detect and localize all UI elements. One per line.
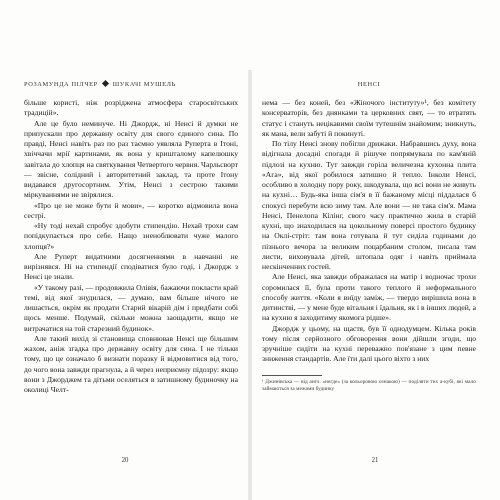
right-page-body [262, 98, 476, 365]
footnote: ¹ Джинівська — від англ. «негде» (за кольоровою ознакою) — поділяти тих а-кубі, які мало займаються за межами будинку [262, 378, 476, 392]
paragraph: Але Руперт видатними досягненнями в навчанні не вирізнявся. Ні на стипендії сподіватися було годі, і Джордж з Ненсі це знали. [24, 251, 238, 282]
right-page [250, 78, 500, 500]
left-page [0, 78, 250, 500]
paragraph: «Про це не може бути й мови», — коротко відмовила вона сестрі. [24, 200, 238, 220]
paragraph: нема — без коней, без «Жіночого інституту»¹, без комітету консерваторів, без днянками та церковних свят, — то втратять статус і стануть нецікавими своїм тутешнім знайомим; зникнуть, як мана, вели забуті й покинуті. [262, 98, 476, 138]
running-head-author: РОЗАМУНДА ПІЛЧЕР [24, 81, 98, 88]
paragraph: Але Ненсі, яка завжди ображалася на матір і водночас трохи соромилася її, була проти такого теплого й неформального способу життя. «Коли я виїду заміж, — твердо вирішила вона в дитинстві, — у мене буде вітальня і їдальня, як і в інших людей, а на кухню я заходитиму якомога рідше». [262, 272, 476, 323]
paragraph: більше користі, ніж розріджена атмосфера старосвітських традицій». [24, 98, 238, 118]
paragraph: По тілу Ненсі знову побігли дрижаки. Набравшись духу, вона відігнала досадні спогади й рішуче попрямувала по кам'яній підлозі на кухню. Тут завжди горіла величезна кухонна плита «Ага», від якої робилося затишно й тепло. Інколи Ненсі, особливо в холодну пору року, шкодувала, що всі вони не живуть на кухні… Будь-яка інша сім'я в її бажаному місці піддалася б спокусі перебути всю зиму там. Але вони — не така сім'я. Мама Ненсі, Пенелопа Кілінг, свого часу практично жила в старій кухні, що знаходилася на цокольному поверсі простого будинку на Оклі-стріт: там вона готувала й тут сиділа годинами до пізнього вечора за великим поцарбаним столом, писала там листи, виховувала дітей, штопала одяг і навіть приймала нескінченних гостей. [262, 139, 476, 271]
running-head-right: НЕНСІ [357, 81, 381, 88]
running-head-left [24, 78, 238, 92]
page-number-left: 20 [121, 457, 129, 464]
footnote-divider [262, 375, 322, 376]
running-head-title: ШУКАЧІ МУШЕЛЬ [112, 81, 176, 88]
paragraph: Але це було неминуче. Ні Джордж, ні Ненсі й думки не припускали про державну освіту для свого єдиного сина. По правді, Ненсі навіть раз по раз таємно уявляла Руперта в Ітоні, хвіччачи мрії картинами, як вона у кришталому капелюшку завітала до хлопця на святкування Четвертого червня. Чарльсворт — звісне, солідний і авторитетний заклад, та проте Ітону видавався другосортним. Утім, Ненсі з сестрою такими міркуваннями не звірялися. [24, 118, 238, 200]
page-number-right: 21 [371, 457, 379, 464]
paragraph: «У такому разі, — продовжила Олівія, бажаючи покласти край темі, від якої знудилася, — думаю, вам більше нічого не лишається, окрім як продати Старий вікарій дім і придбати собі щось менше. Подумай, скільки можна заощадити, якщо не витрачатися на той старезний будинок». [24, 282, 238, 333]
paragraph: «Ну тоді нехай спробує здобути стипендію. Нехай трохи сам попідкупається про себе. Нащо зненоблювати чуже малого хлопця?» [24, 221, 238, 251]
diamond-separator-icon [102, 80, 109, 87]
paragraph: Джордж у цьому, на щастя, був її однодумцем. Кілька років тому після серйозного обговорення вони дійшли згоди, що зручніше сидіти на кухні переважно пов'язане з цим певне зниження стандартів. Але їти далі цього віхто з них [262, 323, 476, 364]
left-page-body [24, 98, 238, 395]
paragraph: Але такий вихід зі становища сповнював Ненсі ще більшим жахом, аніж згадка про державну освіту для сина. І не тільки тому, що це означало б визнати поразку й відмовитися від того, до чого вона завжди прагнула, а й через неприємну підозру: якщо вони з Джорджем та дітьми оселяться в затишному будиночку на околиці Челт- [24, 333, 238, 394]
